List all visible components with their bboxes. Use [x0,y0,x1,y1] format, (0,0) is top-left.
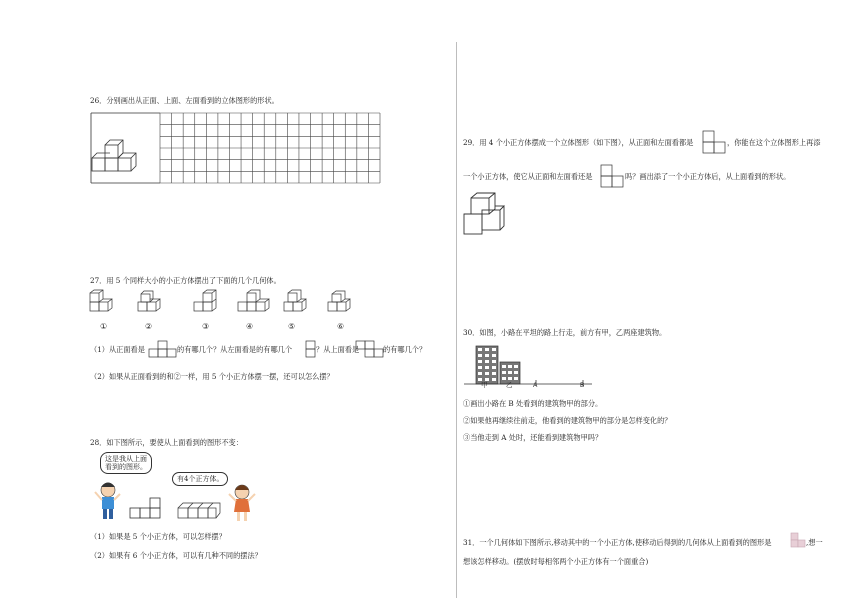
q30-label-jia: 甲 [481,381,488,389]
q30-item1: ①画出小路在 B 处看到的建筑物甲的部分。 [463,399,603,408]
top-view-figure [130,498,160,518]
q29-view-shape-1 [702,130,728,154]
q27-label-4: ④ [246,322,254,331]
building-yi-windows [502,365,518,380]
building-jia [476,346,498,384]
q27-text: 27．用 5 个同样大小的小正方体摆出了下面的几个几何体。 [90,276,281,285]
q27-sub1-d: 的有哪几个？ [383,345,427,354]
q27-sub1-c: ？从上面看是 [316,345,360,354]
q27-shapes [88,290,358,320]
q28-text: 28．如下图所示，要使从上面看到的图形不变： [90,438,243,447]
boy-figure [95,483,120,520]
q27-left-view-shape [306,340,316,358]
girl-figure [229,485,255,521]
q28-speech-bubble-2: 有4个正方体。 [172,472,228,486]
q29-line2-b: 吗？画出添了一个小正方体后，从上面看到的形状。 [625,172,791,181]
q31-line1-a: 31．一个几何体如下图所示,移动其中的一个小正方体,使移动后得到的几何体从上面看到的图形是 [463,538,772,547]
q30-item3: ③当他走到 A 处时，还能看到建筑物甲吗？ [463,433,603,442]
q30-item2: ②如果他再继续往前走，他看到的建筑物甲的部分是怎样变化的？ [463,416,672,425]
q28-sub2: （2）如果有 6 个小正方体，可以有几种不同的摆法？ [90,551,262,560]
q29-cubes-figure [462,192,512,238]
q26-cubes-drawing [92,140,136,171]
q30-label-a: A [533,382,538,389]
q26-text: 26．分别画出从正面、上面、左面看到的立体图形的形状。 [90,96,279,105]
q28-bubble1-line1: 这是我从上面 [105,455,147,463]
q29-view-shape-2 [600,164,626,188]
q27-label-6: ⑥ [337,322,345,331]
q31-line1-b: ,想一 [806,538,823,547]
q29-line1-a: 29．用 4 个小正方体摆成一个立体图形（如下图），从正面和左面看都是 [463,138,694,147]
cubes-3d-figure [178,503,220,518]
q27-sub2: （2）如果从正面看到的和②一样，用 5 个小正方体摆一摆，还可以怎么摆？ [90,372,334,381]
q28-sub1: （1）如果是 5 个小正方体，可以怎样摆？ [90,532,226,541]
page-divider [456,42,457,598]
q28-bubble1-line2: 看到的图形。 [105,463,147,471]
q30-label-yi: 乙 [506,381,513,389]
q29-line2-a: 一个小正方体，使它从正面和左面看还是 [463,172,593,181]
q27-label-5: ⑤ [288,322,296,331]
q31-line2: 想该怎样移动。(摆放时每相邻两个小正方体有一个面重合) [463,557,649,566]
q27-label-3: ③ [202,322,210,331]
q30-text: 30．如图，小路在平坦的路上行走，前方有甲，乙两座建筑物。 [463,328,667,337]
q26-figure [88,110,388,186]
q26-grid [160,113,380,183]
q30-label-b: B [580,382,585,389]
q27-label-2: ② [145,322,153,331]
q27-front-view-shape [149,340,177,358]
q27-sub1-b: 的有哪几个？从左面看是的有哪几个 [177,345,293,354]
q27-label-1: ① [100,322,108,331]
q29-line1-b: ，你能在这个立体图形上再添 [727,138,821,147]
q27-top-view-shape [356,340,384,358]
q28-illustration [90,470,270,530]
q31-top-view-shape [790,532,806,548]
q27-sub1-a: （1）从正面看是 [90,345,145,354]
